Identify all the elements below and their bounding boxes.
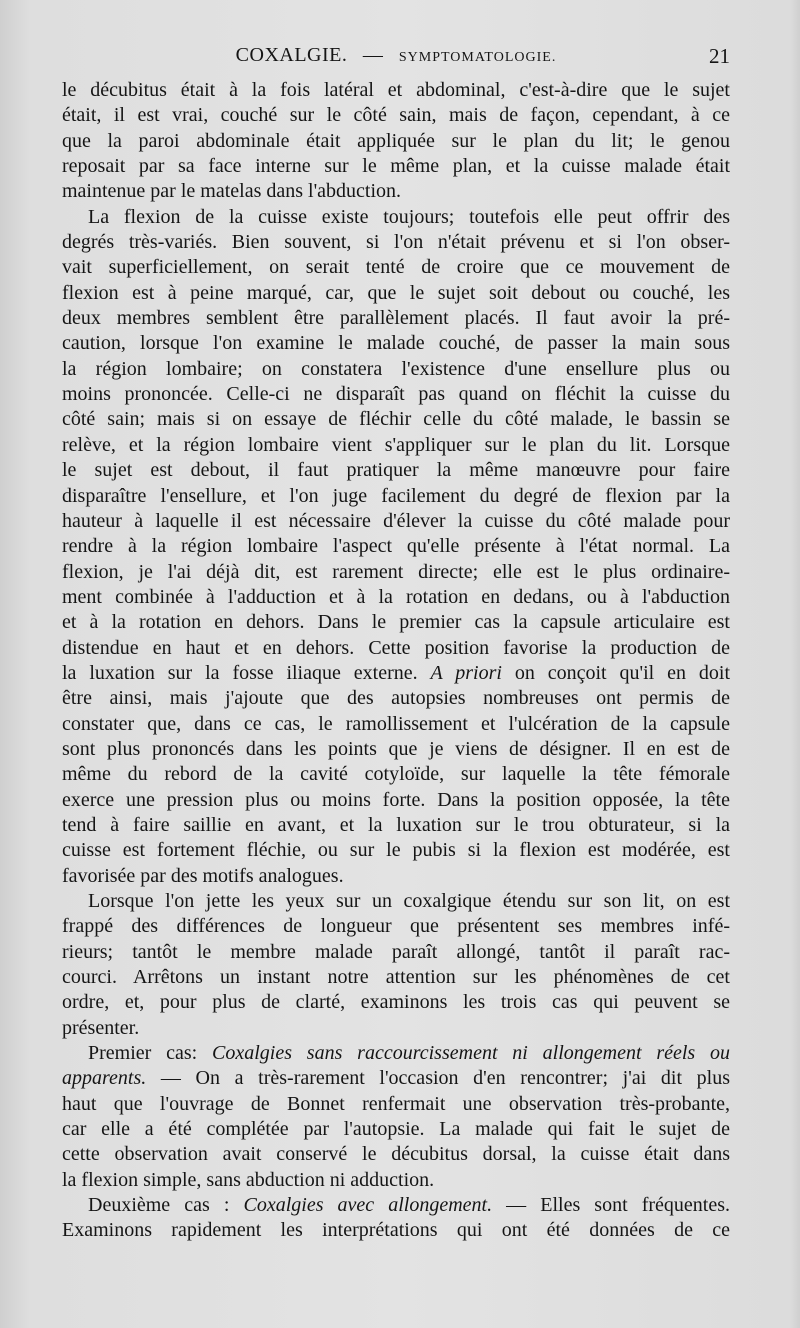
running-title [62, 44, 730, 67]
text-line: la flexion simple, sans abduction ni adduction. [62, 1168, 435, 1191]
text-line: côté sain; mais si on essaye de fléchir celle du côté malade, le bassin se [62, 408, 730, 431]
text-segment: la luxation sur la fosse iliaque externe. [62, 661, 431, 684]
body-text [62, 78, 730, 1244]
text-line: que la paroi abdominale était appliquée sur le plan du lit; le genou [62, 129, 730, 152]
page-header [62, 44, 730, 74]
text-line: Lorsque l'on jette les yeux sur un coxalgique étendu sur son lit, on est [88, 890, 730, 912]
text-line: caution, lorsque l'on examine le malade couché, de passer la main sous [62, 332, 730, 355]
text-line: frappé des différences de longueur que présentent ses membres infé- [62, 915, 730, 938]
text-line: haut que l'ouvrage de Bonnet renfermait une observation très-probante, [62, 1092, 730, 1115]
text-segment: on conçoit qu'il en doit [501, 661, 730, 684]
text-line: favorisée par des motifs analogues. [62, 864, 344, 887]
text-line [62, 1193, 730, 1218]
text-line: relève, et la région lombaire vient s'appliquer sur le plan du lit. Lorsque [62, 433, 730, 456]
page-number: 21 [709, 44, 730, 68]
text-line: maintenue par le matelas dans l'abduction. [62, 180, 402, 203]
text-line: car elle a été complétée par l'autopsie. La malade qui fait le sujet de [62, 1118, 730, 1141]
text-line: La flexion de la cuisse existe toujours; toutefois elle peut offrir des [88, 205, 730, 228]
text-line: moins prononcée. Celle-ci ne disparaît pas quand on fléchit la cuisse du [62, 383, 730, 406]
italic-segment: Coxalgies avec allongement. [243, 1194, 493, 1217]
text-segment: — On a très-rarement l'occasion d'en rencontrer; j'ai dit plus [146, 1067, 730, 1090]
text-line: courci. Arrêtons un instant notre attention sur les phénomènes de cet [62, 966, 730, 989]
text-line [62, 1066, 730, 1091]
text-line: tend à faire saillie en avant, et la luxation sur le trou obturateur, si la [62, 813, 730, 836]
text-line [62, 1041, 730, 1066]
text-line: reposait par sa face interne sur le même plan, et la cuisse malade était [62, 155, 730, 178]
text-line: sont plus prononcés dans les points que je viens de désigner. Il en est de [62, 737, 730, 760]
title-separator: — [362, 44, 384, 66]
text-line: flexion est à peine marqué, car, que le sujet soit debout ou couché, les [62, 281, 730, 304]
text-line [62, 661, 730, 686]
text-line: cuisse est fortement fléchie, ou sur le pubis si la flexion est modérée, est [62, 839, 730, 862]
text-line: même du rebord de la cavité cotyloïde, sur laquelle la tête fémorale [62, 763, 730, 786]
text-line: distendue en haut et en dehors. Cette position favorise la production de [62, 636, 730, 659]
text-line: était, il est vrai, couché sur le côté sain, mais de façon, cependant, à ce [62, 104, 730, 127]
text-line: ordre, et, pour plus de clarté, examinons les trois cas qui peuvent se [62, 991, 730, 1014]
text-line: et à la rotation en dehors. Dans le premier cas la capsule articulaire est [62, 611, 730, 634]
section-title: SYMPTOMATOLOGIE. [398, 50, 557, 65]
text-line: degrés très-variés. Bien souvent, si l'on n'était prévenu et si l'on obser- [62, 231, 730, 254]
text-line: flexion, je l'ai déjà dit, est rarement directe; elle est le plus ordinaire- [62, 560, 730, 583]
text-segment: — Elles sont fréquentes. [492, 1194, 730, 1217]
text-line: exerce une pression plus ou moins forte. Dans la position opposée, la tête [62, 788, 730, 811]
text-line: hauteur à laquelle il est nécessaire d'élever la cuisse du côté malade pour [62, 509, 730, 532]
text-line: présenter. [62, 1016, 140, 1039]
text-line: rieurs; tantôt le membre malade paraît allongé, tantôt il paraît rac- [62, 940, 730, 963]
italic-segment: Coxalgies sans raccourcissement ni allongement réels ou [212, 1042, 730, 1065]
chapter-title: COXALGIE. [235, 44, 348, 66]
text-line: deux membres semblent être parallèlement placés. Il faut avoir la pré- [62, 307, 730, 330]
text-line: disparaître l'ensellure, et l'on juge facilement du degré de flexion par la [62, 484, 730, 507]
text-line: être ainsi, mais j'ajoute que des autopsies nombreuses ont permis de [62, 687, 730, 710]
text-line: ment combinée à l'adduction et à la rotation en dedans, ou à l'abduction [62, 585, 730, 608]
text-segment: Deuxième cas : [88, 1194, 244, 1217]
text-segment: Premier cas: [88, 1042, 213, 1065]
text-line: vait superficiellement, on serait tenté de croire que ce mouvement de [62, 256, 730, 279]
text-line: le décubitus était à la fois latéral et abdominal, c'est-à-dire que le sujet [62, 79, 730, 101]
italic-segment: apparents. [62, 1067, 147, 1090]
text-line: la région lombaire; on constatera l'existence d'une ensellure plus ou [62, 357, 730, 380]
text-line: le sujet est debout, il faut pratiquer la même manœuvre pour faire [62, 459, 730, 482]
text-line: cette observation avait conservé le décubitus dorsal, la cuisse était dans [62, 1143, 730, 1166]
text-line: constater que, dans ce cas, le ramollissement et l'ulcération de la capsule [62, 712, 730, 735]
italic-segment: A priori [430, 661, 502, 684]
text-line: Examinons rapidement les interprétations qui ont été données de ce [62, 1219, 730, 1242]
text-line: rendre à la région lombaire l'aspect qu'elle présente à l'état normal. La [62, 535, 730, 558]
